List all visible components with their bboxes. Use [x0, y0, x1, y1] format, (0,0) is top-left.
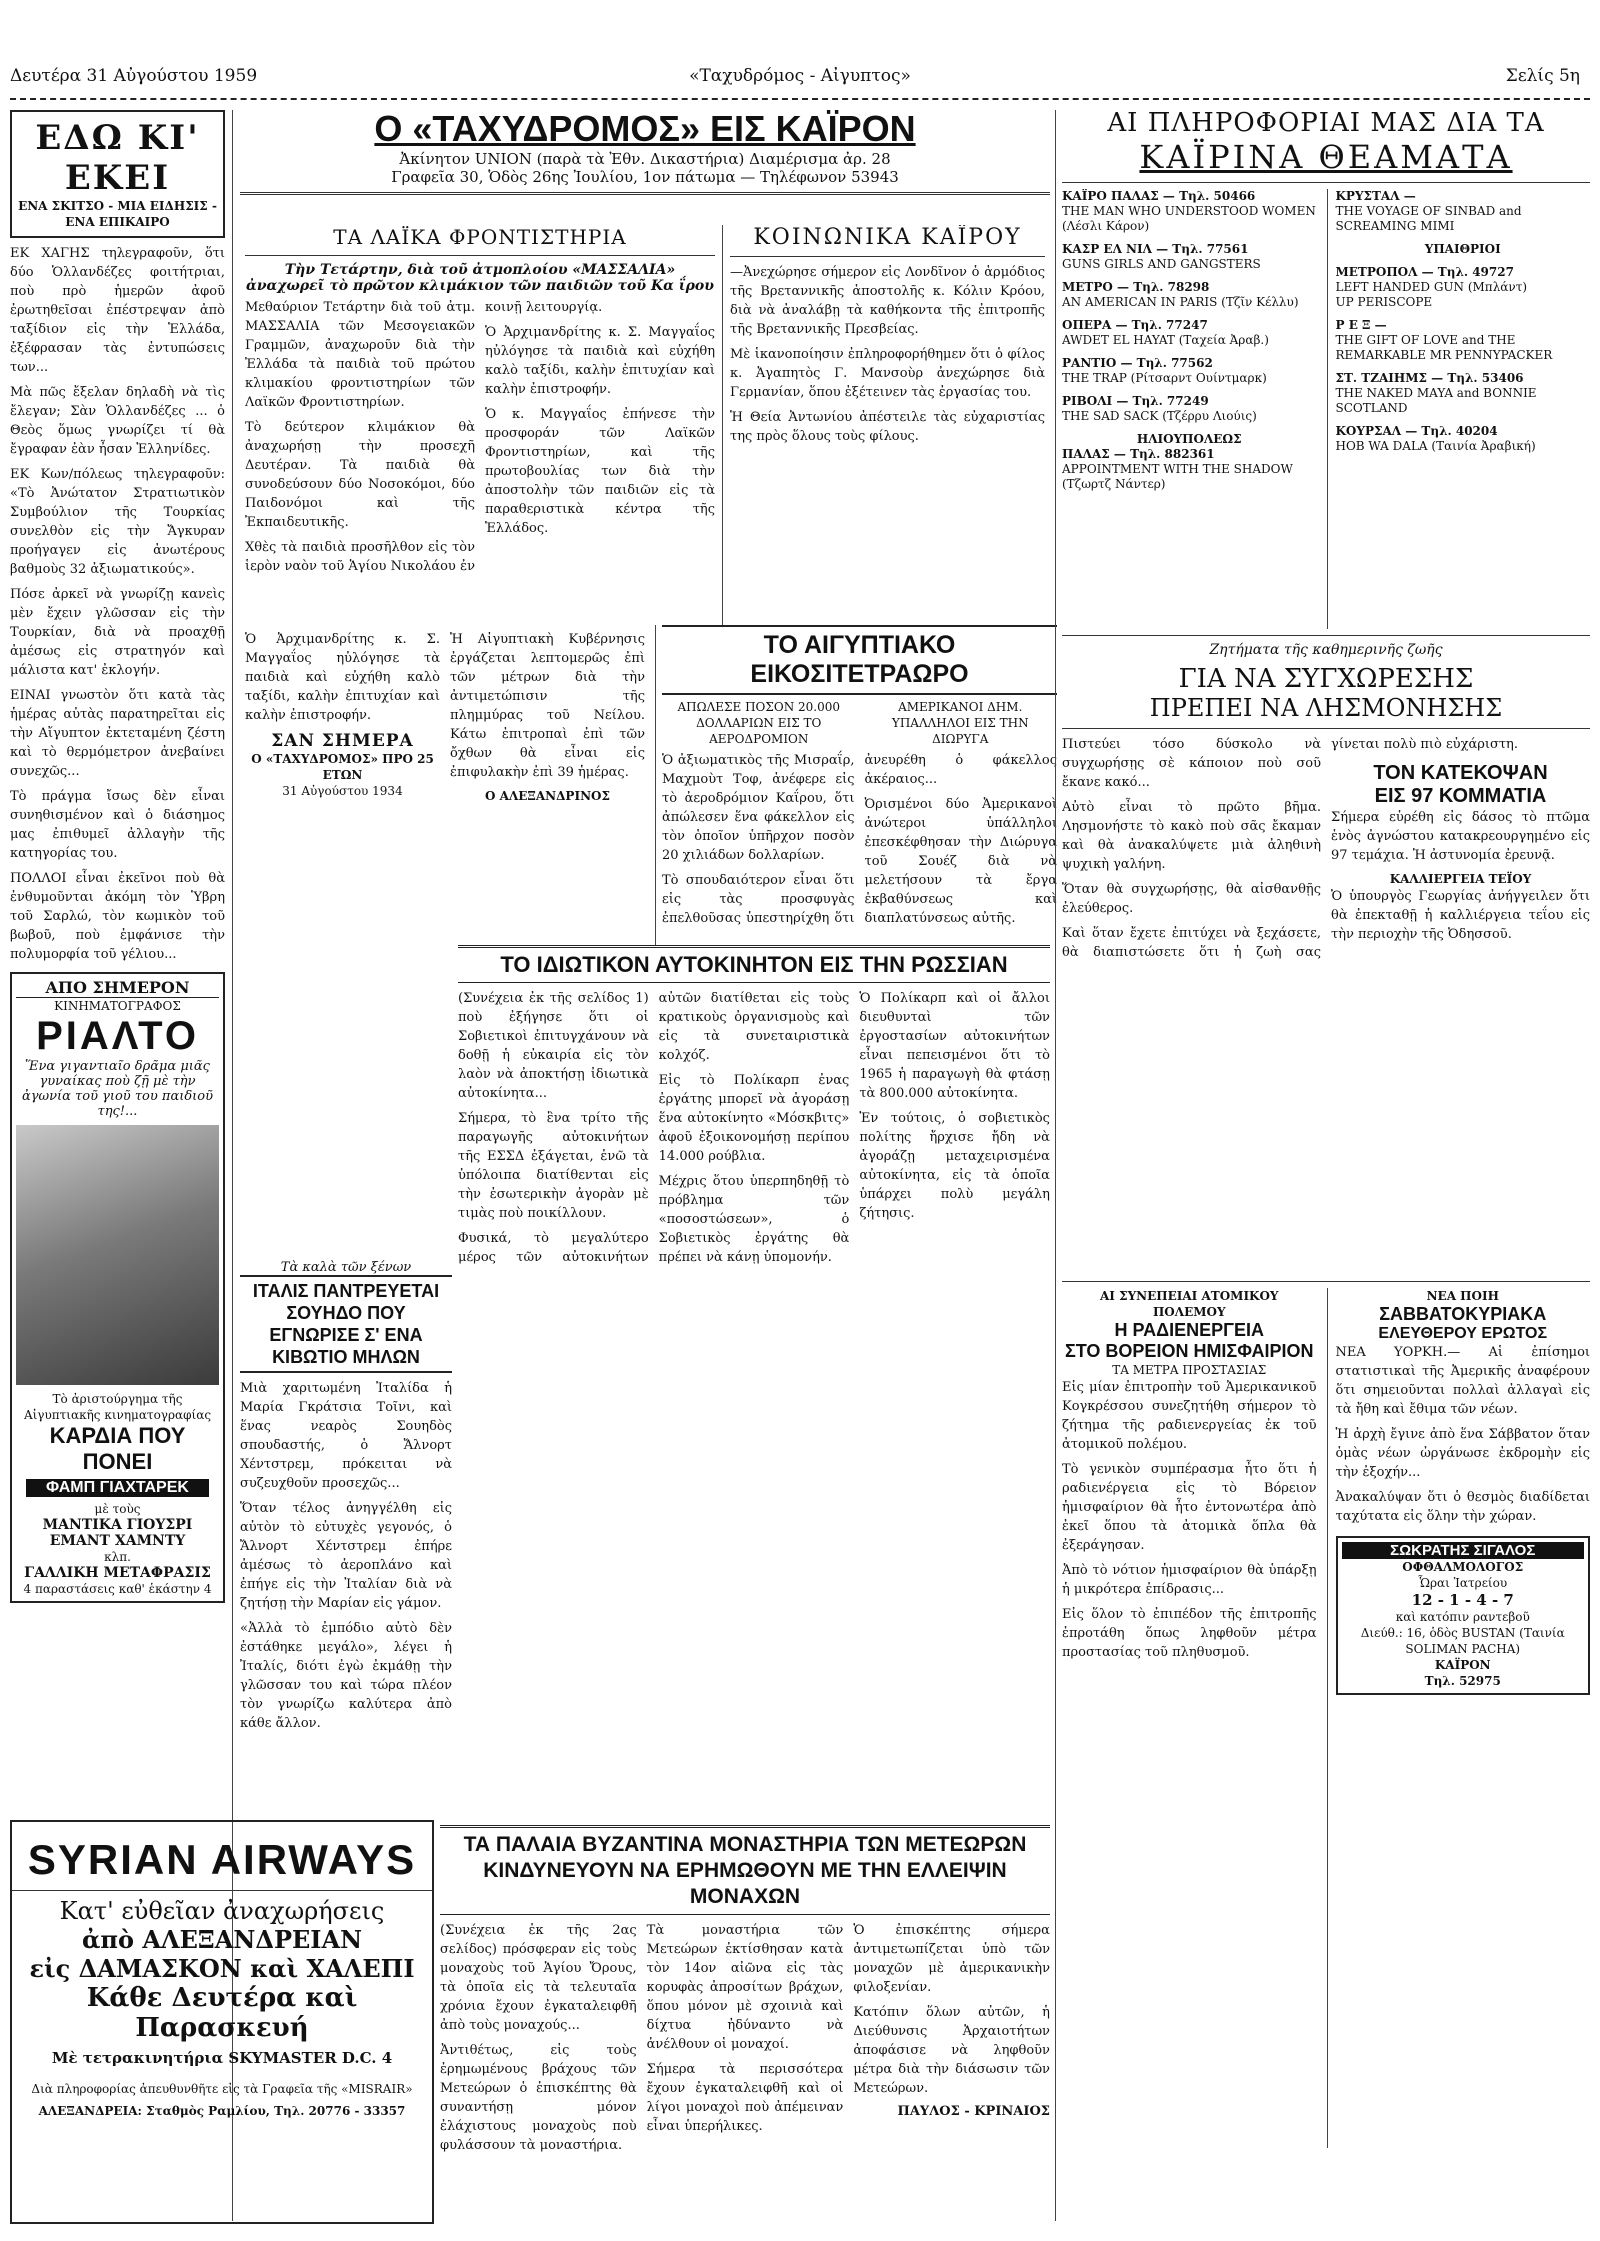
- radio-para-1: Εἰς μίαν ἐπιτροπὴν τοῦ Ἀμερικανικοῦ Κογκρέσσου συνεζητήθη σήμερον τὸ ζήτημα τῆς ραδιενεργείας ἐκ τοῦ ἀτομικοῦ πολέμου.: [1062, 1380, 1317, 1452]
- radio-para-3: Ἀπὸ τὸ νότιον ἡμισφαίριον θὰ ὑπάρξῃ ἡ μικρότερα ἐπίδρασις...: [1062, 1563, 1317, 1597]
- koinonika-para-2: Μὲ ἱκανοποίησιν ἐπληροφορήθημεν ὅτι ὁ φίλος κ. Ἀγαπητὸς Γ. Μανσοὺρ ἀνεχώρησε διὰ Γερμανίαν, ὅπου ἐξέτεινεν τὰς ἐργασίας του.: [730, 347, 1045, 400]
- radio-kicker: ΑΙ ΣΥΝΕΠΕΙΑΙ ΑΤΟΜΙΚΟΥ ΠΟΛΕΜΟΥ: [1100, 1289, 1279, 1319]
- listing-b-1: ΚΡΥΣΤΑΛ —: [1335, 189, 1416, 203]
- russia-para-3: Φυσικά, τὸ μεγαλύτερο μέρος τῶν αὐτοκινήτων αὐτῶν διατίθεται εἰς τοὺς κρατικοὺς ὀργανισμοὺς καὶ εἰς τὰ συνεταιριστικὰ κολχόζ.: [458, 991, 850, 1265]
- italy-para-1: Μιὰ χαριτωμένη Ἰταλίδα ἡ Μαρία Γκράτσια Τοῖνι, καὶ ἕνας νεαρὸς Σουηδὸς σπουδαστής, ὁ Ἄλνορτ Χέντστρεμ, πρόκειται νὰ συζευχθοῦν προσεχῶς...: [240, 1381, 452, 1491]
- laika-para-2: Τὸ δεύτερον κλιμάκιον θὰ ἀναχωρήσῃ τὴν προσεχῆ Δευτέραν. Τὰ παιδιὰ θὰ συνοδεύσουν δύο Νοσοκόμοι, δύο Παιδονόμοι καὶ τῆς Ἐκπαιδευτικῆς.: [245, 420, 475, 530]
- laika-para-3: Χθὲς τὰ παιδιὰ προσῆλθον εἰς τὸν ἱερὸν ναὸν τοῦ Ἁγίου Νικολάου ἐν κοινῇ λειτουργίᾳ.: [245, 300, 603, 574]
- film-cast: ΜΑΝΤΙΚΑ ΓΙΟΥΣΡΙ ΕΜΑΝΤ ΧΑΜΝΤΥ: [42, 1517, 193, 1549]
- italy-title: ΙΤΑΛΙΣ ΠΑΝΤΡΕΥΕΤΑΙ ΣΟΥΗΔΟ ΠΟΥ ΕΓΝΩΡΙΣΕ Σ' ΕΝΑ ΚΙΒΩΤΙΟ ΜΗΛΩΝ: [240, 1275, 452, 1373]
- listing-b-10: THE NAKED MAYA and BONNIE SCOTLAND: [1335, 386, 1537, 415]
- russia-para-6: Ὁ Πολίκαρπ καὶ οἱ ἄλλοι διευθυνταὶ τῶν ἐργοστασίων αὐτοκινήτων εἶναι πεπεισμένοι ὅτι τὸ 1965 ἡ παραγωγὴ θὰ φτάσῃ τὰ 800.000 αὐτοκίνητα.: [859, 991, 1050, 1101]
- anniv-text: Ἡ Αἰγυπτιακὴ Κυβέρνησις ἐργάζεται λεπτομερῶς ἐπὶ τῶν μέτρων διὰ τὴν ἀντιμετώπισιν τῆς πλημμύρας τοῦ Νείλου. Κάτω ἐπιτροπαὶ ἐπὶ τῶν ὄχθων θὰ εἶναι εἰς ἐπιφυλακὴν ἐπὶ 39 ἡμέρας.: [450, 632, 645, 780]
- russia-title: ΤΟ ΙΔΙΩΤΙΚΟΝ ΑΥΤΟΚΙΝΗΤΟΝ ΕΙΣ ΤΗΝ ΡΩΣΣΙΑΝ: [458, 945, 1050, 983]
- weekend-article: [1327, 1288, 1591, 2148]
- russia-para-1: (Συνέχεια ἐκ τῆς σελίδος 1) ποὺ ἐξήγησε ὅτι οἱ Σοβιετικοὶ ἐπιτυγχάνουν νὰ δοθῇ ἡ εὐκαιρία εἰς τὸν λαὸν νὰ ἀποκτήσῃ ἰδιωτικὰ αὐτοκίνητα...: [458, 991, 649, 1101]
- doctor-address: Διεύθ.: 16, ὁδὸς BUSTAN (Ταινία SOLIMAN PACHA): [1360, 1626, 1565, 1656]
- laika-title: ΤΑ ΛΑΪΚΑ ΦΡΟΝΤΙΣΤΗΡΙΑ: [333, 225, 627, 249]
- laika-para-5: Ὁ κ. Μαγγαΐος ἐπήνεσε τὴν προσφοράν τῶν Λαϊκῶν Φροντιστηρίων, καὶ τῆς πρωτοβουλίας των διὰ τὴν ἀποστολὴν τῶν παιδιῶν εἰς τὰ παραθεριστικὰ κέντρα τῆς Ἑλλάδος.: [485, 407, 715, 536]
- header-date: Δευτέρα 31 Αὐγούστου 1959: [10, 66, 258, 86]
- russia-article: [458, 945, 1050, 1545]
- rialto-label: ΚΙΝΗΜΑΤΟΓΡΑΦΟΣ: [54, 999, 181, 1013]
- forgive-para-2: Αὐτὸ εἶναι τὸ πρῶτο βῆμα. Λησμονήστε τὸ κακὸ ποὺ σᾶς ἔκαμαν καὶ θὰ ἀνακαλύψετε μιὰ ἀληθινὴ ψυχικὴ γαλήνη.: [1062, 800, 1321, 872]
- koinonika-para-3: Ἡ Θεία Ἀντωνίου ἀπέστειλε τὰς εὐχαριστίας της πρὸς ὅλους τοὺς φίλους.: [730, 410, 1045, 444]
- edo-ki-ekei-title: ΕΔΩ ΚΙ' ΕΚΕΙ: [35, 118, 200, 198]
- anniv-line: Ο «ΤΑΧΥΔΡΟΜΟΣ» ΠΡΟ 25 ΕΤΩΝ: [251, 752, 434, 782]
- doctor-name: ΣΩΚΡΑΤΗΣ ΣΙΓΑΛΟΣ: [1342, 1542, 1585, 1559]
- film-star: ΦΑΜΠ ΓΙΑΧΤΑΡΕΚ: [26, 1479, 209, 1497]
- forgive-para-4: Καὶ ὅταν ἔχετε ἐπιτύχει νὰ ξεχάσετε, θὰ διαπιστώσετε ὅτι ἡ ζωὴ σας γίνεται πολὺ πιὸ εὐχάριστη.: [1062, 737, 1518, 960]
- airline-line-3: εἰς ΔΑΜΑΣΚΟΝ καὶ ΧΑΛΕΠΙ: [29, 1954, 415, 1983]
- listing-b-4: ΜΕΤΡΟΠΟΛ — Τηλ. 49727: [1335, 265, 1514, 279]
- koinonika-para-1: —Ἀνεχώρησε σήμερον εἰς Λονδῖνον ὁ ἁρμόδιος τῆς Βρεταννικῆς ἀποστολῆς κ. Κόλιν Κρόου, διὰ νὰ ἀναλάβῃ τὰ καθήκοντα τῆς ἐπιτροπῆς τῆς Βρεταννικῆς Πρεσβείας.: [730, 265, 1045, 337]
- doctor-hours-2: καὶ κατόπιν ραντεβοῦ: [1395, 1610, 1530, 1624]
- listing-b-3: ΥΠΑΙΘΡΙΟΙ: [1424, 242, 1501, 256]
- anniv-sign: Ο ΑΛΕΞΑΝΔΡΙΝΟΣ: [485, 789, 610, 803]
- radio-para-4: Εἰς ὅλον τὸ ἐπιπέδον τῆς ἐπιτροπῆς ἐπροτάθη ὅπως ληφθοῦν μέτρα προστασίας τοῦ πληθυσμοῦ.: [1062, 1607, 1317, 1660]
- meteora-para-4: Σήμερα τὰ περισσότερα ἔχουν ἐγκαταλειφθῆ καὶ οἱ λίγοι μοναχοὶ ποὺ ἀπέμειναν εἶναι ὑπερήλικες.: [646, 2062, 844, 2134]
- doctor-hours-label: Ὧραι Ἰατρείου: [1418, 1576, 1508, 1590]
- right-column-divider: [1055, 110, 1056, 2221]
- laika-article: [245, 225, 715, 625]
- airline-line-1: Κατ' εὐθεῖαν ἀναχωρήσεις: [59, 1897, 385, 1925]
- listing-b-8: THE GIFT OF LOVE and THE REMARKABLE MR PENNYPACKER: [1335, 333, 1553, 362]
- listing-b-2: THE VOYAGE OF SINBAD and SCREAMING MIMI: [1335, 204, 1522, 233]
- meteora-byline: ΠΑΥΛΟΣ - ΚΡΙΝΑΙΟΣ: [897, 2104, 1050, 2119]
- listing-a-13: ΗΛΙΟΥΠΟΛΕΩΣ: [1136, 432, 1242, 446]
- anniv-date: 31 Αὐγούστου 1934: [282, 784, 403, 798]
- tea-title: ΚΑΛΛΙΕΡΓΕΙΑ ΤΕΪΟΥ: [1389, 872, 1532, 886]
- radio-sub: ΤΑ ΜΕΤΡΑ ΠΡΟΣΤΑΣΙΑΣ: [1112, 1363, 1267, 1377]
- radio-title-1: Η ΡΑΔΙΕΝΕΡΓΕΙΑ: [1114, 1320, 1264, 1340]
- tea-text: Ὁ ὑπουργὸς Γεωργίας ἀνήγγειλεν ὅτι θὰ ἐπεκταθῇ ἡ καλλιέργεια τεΐου εἰς τὴν περιοχὴν τῆς Ὀδησσοῦ.: [1331, 889, 1590, 942]
- koinonika-title: ΚΟΙΝΩΝΙΚΑ ΚΑΪΡΟΥ: [753, 225, 1022, 250]
- film-etc: κλπ.: [104, 1550, 131, 1564]
- syrian-airways-ad: [10, 1820, 434, 2224]
- doctor-title: ΟΦΘΑΛΜΟΛΟΓΟΣ: [1402, 1560, 1524, 1574]
- masthead-title: Ο «ΤΑΧΥΔΡΟΜΟΣ» ΕΙΣ ΚΑΪΡΟΝ: [374, 108, 916, 149]
- listing-a-15: APPOINTMENT WITH THE SHADOW (Τζωρτζ Νάντερ): [1062, 462, 1293, 491]
- doctor-city: ΚΑΪΡΟΝ: [1434, 1658, 1491, 1672]
- airline-address: ΑΛΕΞΑΝΔΡΕΙΑ: Σταθμὸς Ραμλίου, Τηλ. 20776 - 33357: [38, 2104, 406, 2118]
- film-with: μὲ τοὺς: [94, 1502, 141, 1516]
- listing-a-5: ΜΕΤΡΟ — Τηλ. 78298: [1062, 280, 1210, 294]
- theamata-heading-1: ΑΙ ΠΛΗΡΟΦΟΡΙΑΙ ΜΑΣ ΔΙΑ ΤΑ: [1107, 108, 1545, 138]
- meteora-para-6: Κατόπιν ὅλων αὐτῶν, ἡ Διεύθυνσις Ἀρχαιοτήτων ἀποφάσισε νὰ ληφθοῦν μέτρα διὰ τὴν διάσωσιν τῶν Μετεώρων.: [853, 2005, 1050, 2096]
- meteora-para-5: Ὁ ἐπισκέπτης σήμερα ἀντιμετωπίζεται ὑπὸ τῶν μοναχῶν μὲ ἀμερικανικὴν φιλοξενίαν.: [853, 1923, 1050, 1995]
- listing-a-2: THE MAN WHO UNDERSTOOD WOMEN (Λέσλι Κάρον): [1062, 204, 1316, 233]
- egypt-para-3: Ὀρισμένοι δύο Ἀμερικανοὶ ἀνώτεροι ὑπάλληλοι ἐπεσκέφθησαν τὴν Διώρυγα τοῦ Σουέζ διὰ νὰ μελετήσουν τὰ ἔργα ἐκβαθύνσεως καὶ διαπλατύνσεως αὐτῆς.: [864, 797, 1057, 926]
- doctor-ad: [1336, 1536, 1591, 1695]
- meteora-para-1: (Συνέχεια ἐκ τῆς 2ας σελίδος) πρόσφεραν εἰς τοὺς μοναχοὺς τοῦ Ἁγίου Ὄρους, τὰ ὁποῖα εἰς τὰ τελευταῖα χρόνια ἔχουν ἐγκαταλειφθῆ ἀπὸ τοὺς μοναχούς...: [440, 1923, 637, 2033]
- radioactivity-article: [1062, 1288, 1317, 2148]
- koinonika-article: [730, 225, 1045, 620]
- listing-a-10: THE TRAP (Ρίτσαρντ Ουίντμαρκ): [1062, 371, 1267, 385]
- meteora-para-3: Τὰ μοναστήρια τῶν Μετεώρων ἐκτίσθησαν κατὰ τὸν 14ον αἰῶνα εἰς τὰς κορυφὰς ἀπροσίτων βράχων, ὅπου μόνον μὲ σχοινιὰ καὶ δίχτυα ἠδύναντο νὰ ἀνέλθουν οἱ μοναχοί.: [646, 1923, 844, 2052]
- italy-para-2: Ὅταν τέλος ἀνηγγέλθη εἰς αὐτὸν τὸ εὐτυχὲς γεγονός, ὁ Ἄλνορτ Χέντστρεμ ἐπήρε ἀμέσως τὸ ἀεροπλάνο καὶ ἐπήγε εἰς τὴν Ἰταλίαν διὰ νὰ ζητήσῃ τὴν Μαρίαν εἰς γάμον.: [240, 1501, 452, 1611]
- doctor-hours-1: 12 - 1 - 4 - 7: [1411, 1591, 1514, 1609]
- weekend-para-1: ΝΕΑ ΥΟΡΚΗ.— Αἱ ἐπίσημοι στατιστικαὶ τῆς Ἀμερικῆς ἀναφέρουν ὅτι σημειοῦνται πολλαὶ ἀλλαγαὶ εἰς τὰ ἤθη καὶ ἔθιμα τῶν νέων.: [1335, 1345, 1590, 1417]
- airline-line-2: ἀπὸ ΑΛΕΞΑΝΔΡΕΙΑΝ: [81, 1925, 363, 1954]
- rialto-tagline: Ἕνα γιγαντιαῖο δρᾶμα μιᾶς γυναίκας ποὺ ζῇ μὲ τὴν ἀγωνία τοῦ γιοῦ του παιδιοῦ της!...: [22, 1059, 213, 1119]
- russia-para-2: Σήμερα, τὸ ἓνα τρίτο τῆς παραγωγῆς αὐτοκινήτων τῆς ΕΣΣΔ ἐξάγεται, ἐνῶ τὰ ὑπόλοιπα διατίθενται εἰς τὴν ἐσωτερικὴν ἀγορὰν μὲ τιμὰς ποὺ ποικίλλουν.: [458, 1111, 649, 1221]
- rialto-name: ΡΙΑΛΤΟ: [36, 1014, 199, 1058]
- radio-para-2: Τὸ γενικὸν συμπέρασμα ἦτο ὅτι ἡ ραδιενέργεια εἰς τὸ Βόρειον ἡμισφαίριον θὰ ἦτο ἐντονωτέρα ἀπὸ ἐκεῖ ὅπου τὰ ἀτομικὰ ὅπλα θὰ ἐξεράγησαν.: [1062, 1462, 1317, 1553]
- italy-para-3: «Ἀλλὰ τὸ ἐμπόδιο αὐτὸ δὲν ἐστάθηκε μεγάλο», λέγει ἡ Ἰταλίς, διότι ἐγὼ ἐκμάθῃ τὴν γλῶσσαν του καὶ τώρα πλέον τὸν γνωρίζω καλύτερα ἀπὸ κάθε ἄλλον.: [240, 1621, 452, 1731]
- film-title: ΚΑΡΔΙΑ ΠΟΥ ΠΟΝΕΙ: [49, 1423, 186, 1474]
- listing-a-9: ΡΑΝΤΙΟ — Τηλ. 77562: [1062, 356, 1213, 370]
- egypt-24h-article: [655, 625, 1057, 945]
- col1-para-1: ΕΚ ΧΑΓΗΣ τηλεγραφοῦν, ὅτι δύο Ὁλλανδέζες φοιτήτριαι, ποὺ πρὸ ἡμερῶν ἀφοῦ ἐρωτηθεῖσαι ἐπέστρεψαν ἀπὸ ταξίδιον εἰς τὴν Ἑλλάδα, ἐξέφρασαν τὰς ἐντυπώσεις των...: [10, 246, 225, 375]
- radio-title-2: ΣΤΟ ΒΟΡΕΙΟΝ ΗΜΙΣΦΑΙΡΙΟΝ: [1064, 1341, 1314, 1361]
- russia-para-7: Ἐν τούτοις, ὁ σοβιετικὸς πολίτης ἤρχισε ἤδη νὰ ἀγοράζῃ μεταχειρισμένα αὐτοκίνητα, εἰς τὰ ὁποῖα ὑπάρχει πολὺ μεγάλη ζήτησις.: [859, 1111, 1050, 1221]
- listing-b-6: UP PERISCOPE: [1335, 295, 1433, 309]
- listing-a-12: THE SAD SACK (Τζέρρυ Λιούις): [1062, 409, 1257, 423]
- col1-para-2: Μὰ πῶς ἔξελαν δηλαδὴ νὰ τὶς ἔλεγαν; Σὰν Ὁλλανδέζες ... ὁ Θεὸς ὅμως γνωρίζει τί θὰ ἔγραφαν ἐὰν ἦσαν Ἑλληνίδες.: [10, 385, 225, 457]
- weekend-kicker: ΝΕΑ ΠΟΙΗ: [1426, 1289, 1499, 1303]
- masthead-address-1: Ἀκίνητον UNION (παρὰ τὰ Ἐθν. Δικαστήρια) Διαμέρισμα ἀρ. 28: [399, 150, 891, 168]
- laika-continued: [245, 630, 645, 950]
- italy-article: [240, 1260, 452, 1820]
- listing-b-9: ΣΤ. ΤΖΑΙΗΜΣ — Τηλ. 53406: [1335, 371, 1524, 385]
- film-still-image: [16, 1125, 219, 1385]
- meteora-title-2: ΚΙΝΔΥΝΕΥΟΥΝ ΝΑ ΕΡΗΜΩΘΟΥΝ ΜΕ ΤΗΝ ΕΛΛΕΙΨΙΝ ΜΟΝΑΧΩΝ: [440, 1858, 1050, 1915]
- doctor-phone: Τηλ. 52975: [1424, 1674, 1501, 1688]
- laika-para-1: Μεθαύριον Τετάρτην διὰ τοῦ ἀτμ. ΜΑΣΣΑΛΙΑ τῶν Μεσογειακῶν Γραμμῶν, ἀναχωροῦν διὰ τὴν Ἑλλάδα τὰ παιδιὰ τοῦ πρώτου κλιμακίου φροντιστηρίων τῶν Λαϊκῶν Φροντιστηρίων.: [245, 300, 475, 410]
- forgive-title-1: ΓΙΑ ΝΑ ΣΥΓΧΩΡΕΣΗΣ: [1178, 664, 1474, 694]
- listing-a-4: GUNS GIRLS AND GANGSTERS: [1062, 257, 1261, 271]
- egypt-sub-2: ΑΜΕΡΙΚΑΝΟΙ ΔΗΜ. ΥΠΑΛΛΗΛΟΙ ΕΙΣ ΤΗΝ ΔΙΩΡΥΓΑ: [891, 700, 1029, 746]
- listing-a-3: ΚΑΣΡ ΕΛ ΝΙΛ — Τηλ. 77561: [1062, 242, 1249, 256]
- listing-a-8: AWDET EL HAYAT (Ταχεία Ἀραβ.): [1062, 333, 1269, 347]
- meteora-title-1: ΤΑ ΠΑΛΑΙΑ ΒΥΖΑΝΤΙΝΑ ΜΟΝΑΣΤΗΡΙΑ ΤΩΝ ΜΕΤΕΩΡΩΝ: [440, 1825, 1050, 1858]
- listing-a-11: ΡΙΒΟΛΙ — Τηλ. 77249: [1062, 394, 1209, 408]
- edo-ki-ekei-subtitle: ΕΝΑ ΣΚΙΤΣΟ - ΜΙΑ ΕΙΔΗΣΙΣ - ΕΝΑ ΕΠΙΚΑΙΡΟ: [18, 199, 217, 229]
- ta-kala-kicker: Τὰ καλὰ τῶν ξένων: [280, 1260, 412, 1275]
- col1-para-3: ΕΚ Κων/πόλεως τηλεγραφοῦν: «Τὸ Ἀνώτατον Στρατιωτικὸν Συμβούλιον τῆς Τουρκίας συνελθὸν εἰς τὴν Ἄγκυραν προήγαγεν εἰς ἀνωτέρους βαθμοὺς 32 ἀξιωματικούς».: [10, 467, 225, 577]
- forgive-para-1: Πιστεύει τόσο δύσκολο νὰ συγχωρήσῃς σὲ κάποιον ποὺ σοῦ ἔκανε κακό...: [1062, 737, 1321, 790]
- right-column: [1062, 108, 1590, 2228]
- laika-para-4: Ὁ Ἀρχιμανδρίτης κ. Σ. Μαγγαΐος ηὐλόγησε τὰ παιδιὰ καὶ εὐχήθη καλὸ ταξίδι, καλὴν ἐπιτυχίαν καὶ καλὴν ἐπιστροφήν.: [485, 325, 715, 397]
- airline-line-5: Μὲ τετρακινητήρια SKYMASTER D.C. 4: [51, 2049, 393, 2067]
- cinema-listings-b: [1327, 189, 1591, 629]
- egypt-sub-1: ΑΠΩΛΕΣΕ ΠΟΣΟΝ 20.000 ΔΟΛΛΑΡΙΩΝ ΕΙΣ ΤΟ ΑΕΡΟΔΡΟΜΙΟΝ: [677, 700, 840, 746]
- listing-b-5: LEFT HANDED GUN (Μπλάντ): [1335, 280, 1528, 294]
- rialto-ad: [10, 972, 225, 1603]
- meteora-article: [440, 1825, 1050, 2225]
- weekend-title-1: ΣΑΒΒΑΤΟΚΥΡΙΑΚΑ: [1379, 1304, 1547, 1324]
- russia-para-4: Εἰς τὸ Πολίκαρπ ἐνας ἐργάτης μπορεῖ νὰ ἀγοράσῃ ἕνα αὐτοκίνητο «Μόσκβιτς» ἀφοῦ ἐξοικονομήσῃ περίπου 14.000 ρούβλια.: [658, 1073, 850, 1164]
- rialto-caption: Τὸ ἀριστούργημα τῆς Αἰγυπτιακῆς κινηματογραφίας: [23, 1392, 212, 1422]
- listing-a-7: ΟΠΕΡΑ — Τηλ. 77247: [1062, 318, 1208, 332]
- weekend-title-2: ΕΛΕΥΘΕΡΟΥ ΕΡΩΤΟΣ: [1378, 1325, 1548, 1342]
- film-subtitles: ΓΑΛΛΙΚΗ ΜΕΤΑΦΡΑΣΙΣ: [24, 1565, 211, 1581]
- cinema-listings-a: [1062, 189, 1317, 629]
- cut-title-1: ΤΟΝ ΚΑΤΕΚΟΨΑΝ: [1373, 762, 1548, 784]
- header-page-number: Σελίς 5η: [1505, 66, 1580, 86]
- listing-a-14: ΠΑΛΑΣ — Τηλ. 882361: [1062, 447, 1215, 461]
- anniv-kicker: ΣΑΝ ΣΗΜΕΡΑ: [271, 731, 414, 751]
- listing-b-7: Ρ Ε Ξ —: [1335, 318, 1387, 332]
- zitimata-kicker: Ζητήματα τῆς καθημερινῆς ζωῆς: [1209, 642, 1443, 658]
- weekend-para-3: Ἀνακαλύψαν ὅτι ὁ θεσμὸς διαδίδεται ταχύτατα εἰς ὅλην τὴν χώραν.: [1335, 1490, 1590, 1524]
- masthead-address-2: Γραφεῖα 30, Ὁδὸς 26ης Ἰουλίου, 1ον πάτωμα — Τηλέφωνον 53943: [391, 168, 899, 186]
- airline-name: SYRIAN AIRWAYS: [27, 1836, 417, 1883]
- theamata-heading-2: ΚΑΪΡΙΝΑ ΘΕΑΜΑΤΑ: [1139, 138, 1513, 176]
- egypt-para-1: Ὁ ἀξιωματικὸς τῆς Μισραΐρ, Μαχμοὺτ Τοφ, ἀνέφερε εἰς τὸ ἀεροδρόμιον Καΐρου, ὅτι ἀπώλεσεν ἕνα φάκελλον εἰς τὸν ὁποῖον ὑπῆρχον ποσὸν 20 χιλιάδων δολλαρίων.: [662, 753, 855, 863]
- meteora-para-2: Ἀντιθέτως, εἰς τοὺς ἐρημωμένους βράχους τῶν Μετεώρων ὁ ἐπισκέπτης θὰ συναντήσῃ μόνον ἐλάχιστους μοναχοὺς ποὺ φυλάσσουν τὰ μοναστήρια.: [440, 2043, 637, 2153]
- col1-para-7: ΠΟΛΛΟΙ εἶναι ἐκεῖνοι ποὺ θὰ ἐνθυμοῦνται ἀκόμη τὸν Ὑβρη τοῦ Σαρλώ, τὸν κωμικὸν τοῦ βωβοῦ, ποὺ ἐμφάνισε τὴν πολυμορφία τοῦ γέλιου...: [10, 871, 225, 962]
- forgive-para-3: Ὅταν θὰ συγχωρήσῃς, θὰ αἰσθανθῇς ἐλεύθερος.: [1062, 882, 1321, 916]
- edo-ki-ekei-box: [10, 110, 225, 238]
- laika-lede: Τὴν Τετάρτην, διὰ τοῦ ἀτμοπλοίου «ΜΑΣΣΑΛΙΑ» ἀναχωρεῖ τὸ πρῶτον κλιμάκιον τῶν παιδιῶν τοῦ Κα ΐρου: [246, 262, 714, 294]
- weekend-para-2: Ἡ ἀρχὴ ἔγινε ἀπὸ ἕνα Σάββατον ὅταν ὁμὰς νέων ὠργάνωσε ἐκδρομὴν εἰς τὴν ἐξοχήν...: [1335, 1427, 1590, 1480]
- col1-para-5: ΕΙΝΑΙ γνωστὸν ὅτι κατὰ τὰς ἡμέρας αὐτὰς παρατηρεῖται εἰς τὴν Αἴγυπτον ἐκτεταμένη ζέστη καὶ τὸ θερμόμετρον ἀνεβαίνει συνεχῶς...: [10, 688, 225, 779]
- col1-para-6: Τὸ πράγμα ἴσως δὲν εἶναι συνηθισμένον καὶ ὁ διάσημος μας ἐπιθυμεῖ ἀλλαγὴν τῆς κατηγορίας του.: [10, 789, 225, 861]
- egypt-title: ΤΟ ΑΙΓΥΠΤΙΑΚΟ ΕΙΚΟΣΙΤΕΤΡΑΩΡΟ: [662, 625, 1057, 695]
- rialto-kicker: ΑΠΟ ΣΗΜΕΡΟΝ: [16, 978, 219, 998]
- center-divider-1: [722, 225, 723, 625]
- col1-para-4: Πόσε ἀρκεῖ νὰ γνωρίζῃ κανεὶς μὲν ἔχειν γλῶσσαν εἰς τὴν Τουρκίαν, διὰ νὰ προαχθῇ ἀμέσως εἰς στρατηγόν καὶ μάλιστα κατ' ἐκλογήν.: [10, 587, 225, 678]
- listing-a-1: ΚΑΪΡΟ ΠΑΛΑΣ — Τηλ. 50466: [1062, 189, 1256, 203]
- cut-title-2: ΕΙΣ 97 ΚΟΜΜΑΤΙΑ: [1374, 785, 1547, 807]
- page-header: [10, 58, 1590, 100]
- listing-b-12: HOB WA DALA (Ταινία Ἀραβική): [1335, 439, 1536, 453]
- russia-para-5: Μέχρις ὅτου ὑπερπηδηθῇ τὸ πρόβλημα τῶν «ποσοστώσεων», ὁ Σοβιετικὸς ἐργάτης θὰ πρέπει νὰ κάνῃ ὑπομονήν.: [658, 1174, 850, 1265]
- egypt-para-2: Τὸ σπουδαιότερον εἶναι ὅτι εἰς τὰς προσφυγὰς ἐπελθοῦσας ὑπεστηρίχθη ὅτι ἀνευρέθη ὁ φάκελλος ἀκέραιος...: [662, 753, 1057, 926]
- airline-line-4: Κάθε Δευτέρα καὶ Παρασκευή: [86, 1983, 358, 2043]
- laika-continued-para: Ὁ Ἀρχιμανδρίτης κ. Σ. Μαγγαΐος ηὐλόγησε τὰ παιδιὰ καὶ εὐχήθη καλὸ ταξίδι, καλὴν ἐπιτυχίαν καὶ καλὴν ἐπιστροφήν.: [245, 632, 440, 723]
- header-paper-name: «Ταχυδρόμος - Αἰγυπτος»: [689, 66, 911, 86]
- film-shows: 4 παραστάσεις καθ' ἑκάστην 4: [23, 1582, 212, 1596]
- forgive-title-2: ΠΡΕΠΕΙ ΝΑ ΛΗΣΜΟΝΗΣΗΣ: [1149, 694, 1503, 722]
- listing-a-6: AN AMERICAN IN PARIS (Τζῖν Κέλλυ): [1062, 295, 1299, 309]
- listing-b-11: ΚΟΥΡΣΑΛ — Τηλ. 40204: [1335, 424, 1498, 438]
- airline-info: Διὰ πληροφορίας ἀπευθυνθῆτε εἰς τὰ Γραφεῖα τῆς «MISRAIR»: [31, 2082, 413, 2096]
- center-block: [240, 108, 1050, 201]
- cut-text: Σήμερα εὑρέθη εἰς δάσος τὸ πτῶμα ἑνὸς ἀγνώστου κατακρεουργημένο εἰς 97 τεμάχια. Ἡ ἀστυνομία ἐρευνᾷ.: [1331, 810, 1590, 863]
